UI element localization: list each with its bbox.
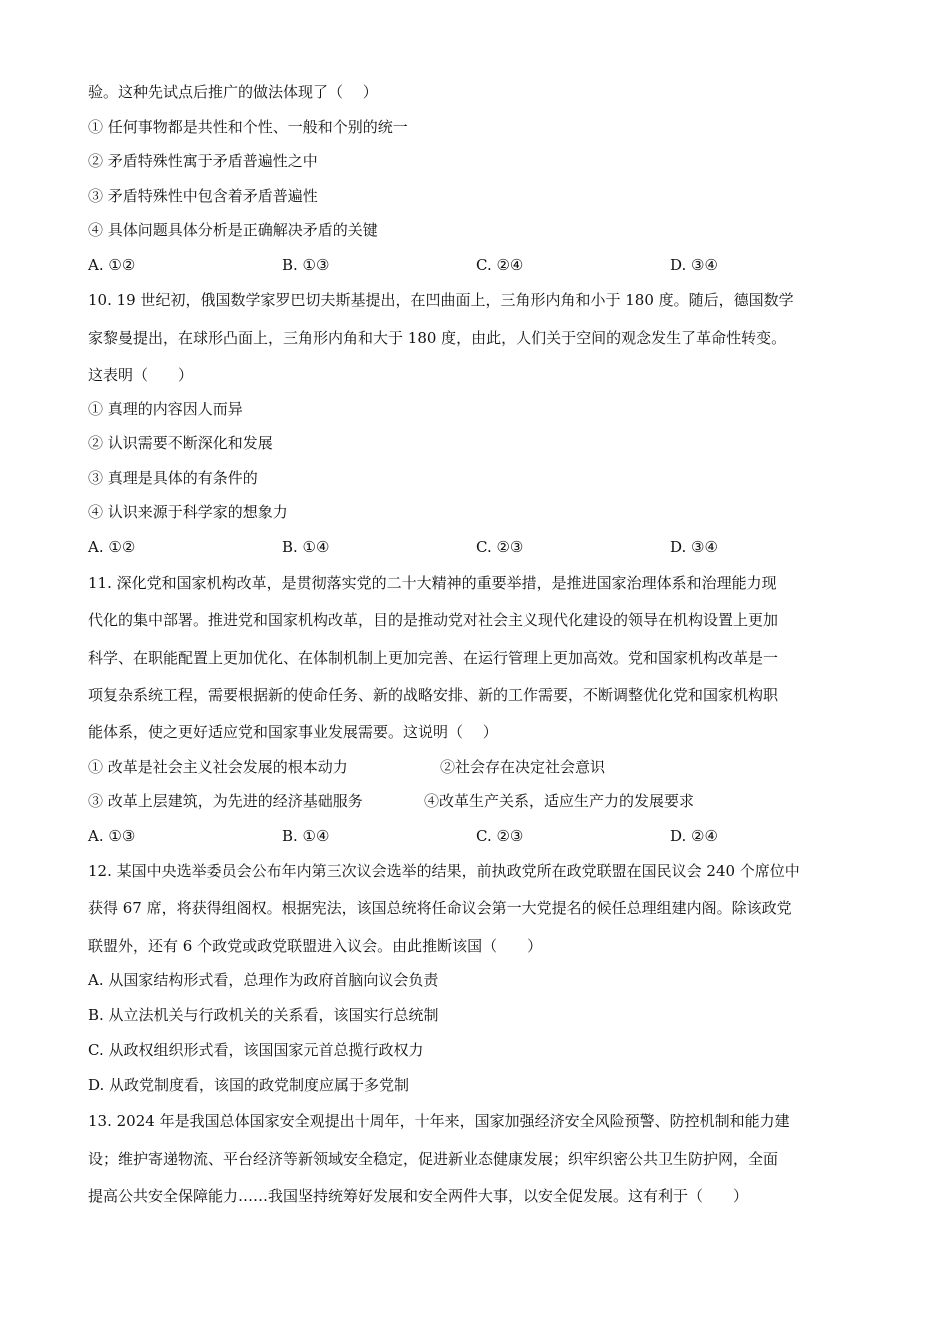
q10-options — [88, 537, 888, 557]
q9-options — [88, 255, 888, 275]
q12-choice-a[interactable]: A. 从国家结构形式看，总理作为政府首脑向议会负责 — [88, 971, 439, 989]
q12-choice-c[interactable]: C. 从政权组织形式看，该国国家元首总揽行政权力 — [88, 1041, 424, 1059]
q9-option-d[interactable]: D. ③④ — [670, 256, 718, 274]
q12-stem-line-1: 12. 某国中央选举委员会公布年内第三次议会选举的结果，前执政党所在政党联盟在国民议会 240 个席位中 — [88, 862, 800, 880]
q11-option-b[interactable]: B. ①④ — [282, 827, 330, 845]
q9-statement-1: ① 任何事物都是共性和个性、一般和个别的统一 — [88, 118, 408, 136]
q10-statement-2: ② 认识需要不断深化和发展 — [88, 434, 273, 452]
q9-option-c[interactable]: C. ②④ — [476, 256, 524, 274]
q11-stem-line-4: 项复杂系统工程，需要根据新的使命任务、新的战略安排、新的工作需要，不断调整优化党和国家机构职 — [88, 686, 779, 704]
q12-stem-line-2: 获得 67 席，将获得组阁权。根据宪法，该国总统将任命议会第一大党提名的候任总理组建内阁。除该政党 — [88, 899, 792, 917]
q12-choice-b[interactable]: B. 从立法机关与行政机关的关系看，该国实行总统制 — [88, 1006, 439, 1024]
q9-statement-2: ② 矛盾特殊性寓于矛盾普遍性之中 — [88, 152, 318, 170]
q11-option-d[interactable]: D. ②④ — [670, 827, 718, 845]
q11-option-a[interactable]: A. ①③ — [88, 827, 136, 845]
q10-option-a[interactable]: A. ①② — [88, 538, 136, 556]
q10-stem-line-2: 家黎曼提出，在球形凸面上，三角形内角和大于 180 度，由此，人们关于空间的观念发生了革命性转变。 — [88, 329, 787, 347]
q11-stem-line-5: 能体系，使之更好适应党和国家事业发展需要。这说明（ ） — [88, 723, 498, 741]
q10-option-c[interactable]: C. ②③ — [476, 538, 524, 556]
q11-stem-line-2: 代化的集中部署。推进党和国家机构改革，目的是推动党对社会主义现代化建设的领导在机构设置上更加 — [88, 611, 779, 629]
q11-statements-row-2 — [88, 791, 888, 811]
q11-statement-3: ③ 改革上层建筑，为先进的经济基础服务 — [88, 792, 363, 810]
q13-stem-line-1: 13. 2024 年是我国总体国家安全观提出十周年，十年来，国家加强经济安全风险预警、防控机制和能力建 — [88, 1112, 790, 1130]
q11-statement-2: ②社会存在决定社会意识 — [440, 758, 606, 776]
q10-option-d[interactable]: D. ③④ — [670, 538, 718, 556]
q12-choice-d[interactable]: D. 从政党制度看，该国的政党制度应属于多党制 — [88, 1076, 410, 1094]
q11-statement-1: ① 改革是社会主义社会发展的根本动力 — [88, 758, 348, 776]
q10-statement-3: ③ 真理是具体的有条件的 — [88, 469, 258, 487]
q10-stem-line-3: 这表明（ ） — [88, 366, 194, 384]
q9-stem-tail: 验。这种先试点后推广的做法体现了（ ） — [88, 83, 378, 101]
q10-statement-1: ① 真理的内容因人而异 — [88, 400, 243, 418]
q9-statement-3: ③ 矛盾特殊性中包含着矛盾普遍性 — [88, 187, 318, 205]
q13-stem-line-3: 提高公共安全保障能力……我国坚持统筹好发展和安全两件大事，以安全促发展。这有利于（ ） — [88, 1187, 749, 1205]
q9-option-b[interactable]: B. ①③ — [282, 256, 330, 274]
q10-statement-4: ④ 认识来源于科学家的想象力 — [88, 503, 288, 521]
q11-option-c[interactable]: C. ②③ — [476, 827, 524, 845]
q13-stem-line-2: 设；维护寄递物流、平台经济等新领域安全稳定，促进新业态健康发展；织牢织密公共卫生防护网，全面 — [88, 1150, 779, 1168]
q12-stem-line-3: 联盟外，还有 6 个政党或政党联盟进入议会。由此推断该国（ ） — [88, 937, 543, 955]
q10-option-b[interactable]: B. ①④ — [282, 538, 330, 556]
q9-option-a[interactable]: A. ①② — [88, 256, 136, 274]
q11-statements-row-1 — [88, 757, 888, 777]
q11-statement-4: ④改革生产关系，适应生产力的发展要求 — [424, 792, 695, 810]
q9-statement-4: ④ 具体问题具体分析是正确解决矛盾的关键 — [88, 221, 378, 239]
q11-stem-line-1: 11. 深化党和国家机构改革，是贯彻落实党的二十大精神的重要举措，是推进国家治理体系和治理能力现 — [88, 574, 777, 592]
q10-stem-line-1: 10. 19 世纪初，俄国数学家罗巴切夫斯基提出，在凹曲面上，三角形内角和小于 180 度。随后，德国数学 — [88, 291, 794, 309]
q11-options — [88, 826, 888, 846]
q11-stem-line-3: 科学、在职能配置上更加优化、在体制机制上更加完善、在运行管理上更加高效。党和国家机构改革是一 — [88, 649, 779, 667]
